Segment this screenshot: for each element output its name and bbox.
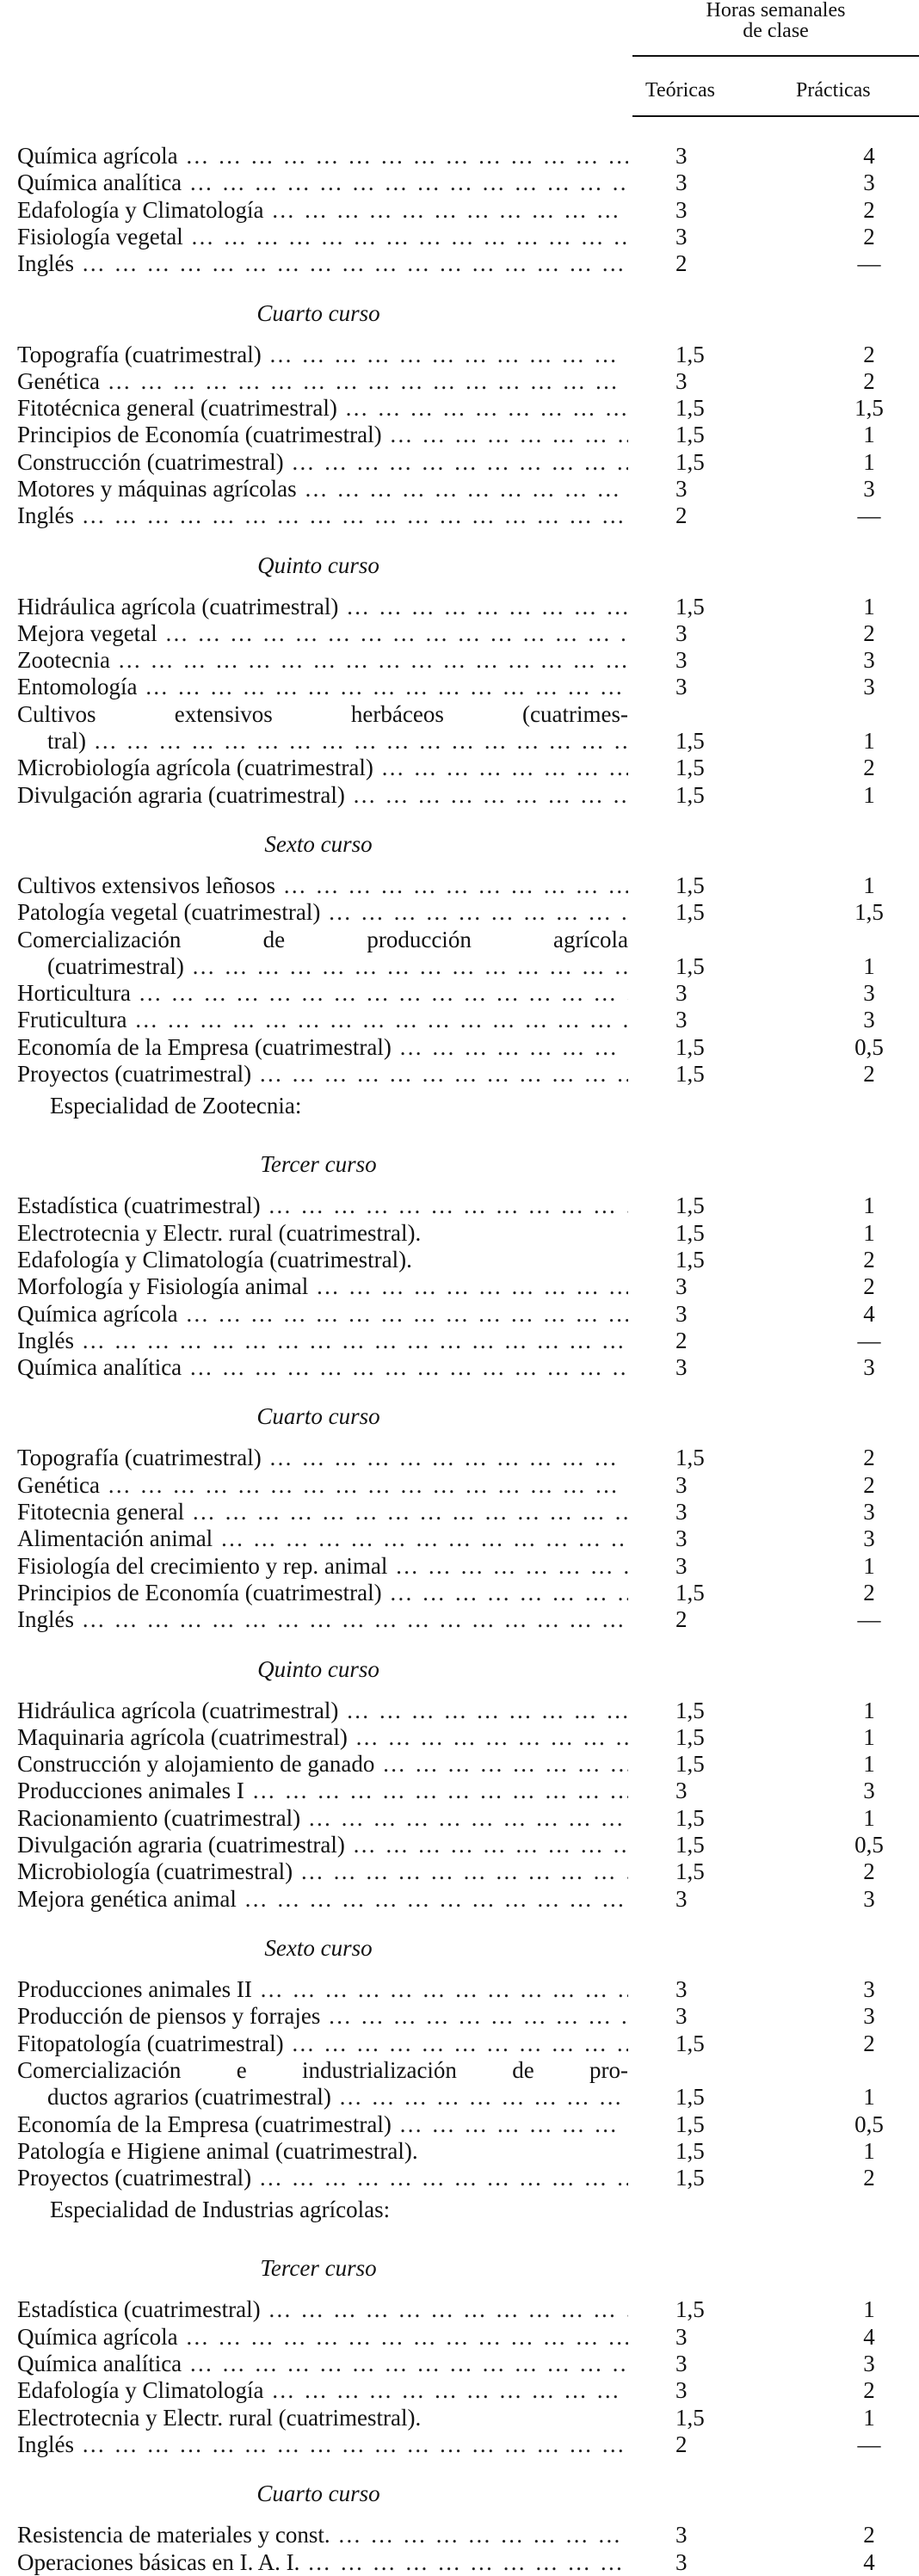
specialty-heading: [0, 1092, 919, 1119]
practice-hours: 2: [863, 2522, 875, 2548]
subject-row: [0, 2548, 919, 2576]
subject-name: Motores y máquinas agrícolas … … … … … … … … … … … … … … … … … … … … … … … … … … … … … … … … …: [17, 475, 628, 502]
practice-hours: 3: [863, 1525, 875, 1551]
theory-hours: 1,5: [675, 1832, 705, 1858]
practice-hours: 1: [863, 1553, 875, 1579]
subject-name: Economía de la Empresa (cuatrimestral) … … … … … … … … … … … … … … … … … … … … … … … … … … … … … … … … …: [17, 2111, 628, 2138]
subject-row: [0, 727, 919, 755]
theory-hours: 1,5: [675, 728, 705, 754]
theory-hours: 3: [675, 1007, 688, 1032]
subject-row: [0, 952, 919, 980]
hours-group-header: [632, 0, 919, 41]
subject-name: Estadística (cuatrimestral) … … … … … … … … … … … … … … … … … … … … … … … … … … … … … … … … …: [17, 1192, 628, 1219]
theory-hours: 3: [675, 368, 688, 394]
subject-row: [0, 2323, 919, 2351]
theory-hours: 1,5: [675, 2138, 705, 2164]
subject-row: [0, 593, 919, 620]
subject-row: [0, 1831, 919, 1858]
theory-hours: 1,5: [675, 2111, 705, 2137]
subject-name: Horticultura … … … … … … … … … … … … … … … … … … … … … … … … … … … … … … … … …: [17, 979, 628, 1007]
theory-hours: 3: [675, 2324, 688, 2350]
subject-row: [0, 1777, 919, 1804]
practice-hours: 0,5: [854, 2111, 884, 2137]
practice-hours: 1: [863, 1724, 875, 1750]
theory-hours: 1,5: [675, 872, 705, 898]
subject-row: [0, 1219, 919, 1247]
specialty-heading: [0, 2196, 919, 2223]
practice-hours: 4: [863, 1301, 875, 1327]
practice-hours: 2: [863, 342, 875, 367]
theory-hours: 1,5: [675, 1698, 705, 1723]
column-header-practicas: Prácticas: [796, 79, 871, 102]
practice-hours: 3: [863, 1007, 875, 1032]
theory-hours: 3: [675, 2003, 688, 2029]
specialty-heading-text: Especialidad de Industrias agrícolas:: [50, 2197, 391, 2222]
subject-row: [0, 1273, 919, 1300]
practice-hours: 2: [863, 224, 875, 250]
theory-hours: 1,5: [675, 782, 705, 808]
practice-hours: 2: [863, 197, 875, 223]
subject-name: Microbiología (cuatrimestral) … … … … … … … … … … … … … … … … … … … … … … … … … … … … … … … … …: [17, 1858, 628, 1885]
theory-hours: 3: [675, 2549, 688, 2575]
theory-hours: 3: [675, 620, 688, 646]
subject-name: Entomología … … … … … … … … … … … … … … … … … … … … … … … … … … … … … … … … …: [17, 673, 628, 700]
subject-name: Mejora genética animal … … … … … … … … … … … … … … … … … … … … … … … … … … … … … … … … …: [17, 1885, 628, 1913]
subject-name: Divulgación agraria (cuatrimestral) … … … … … … … … … … … … … … … … … … … … … … … … … … … … … … … … …: [17, 781, 628, 809]
subject-row: [0, 1006, 919, 1033]
subject-name: Hidráulica agrícola (cuatrimestral) … … … … … … … … … … … … … … … … … … … … … … … … … … … … … … … … …: [17, 593, 628, 620]
subject-name: Química analítica … … … … … … … … … … … … … … … … … … … … … … … … … … … … … … … … …: [17, 1353, 628, 1381]
subject-row: [0, 2404, 919, 2431]
subject-name: Estadística (cuatrimestral) … … … … … … … … … … … … … … … … … … … … … … … … … … … … … … … … …: [17, 2296, 628, 2323]
header-rule-bottom: [632, 115, 919, 117]
subject-name: Química analítica … … … … … … … … … … … … … … … … … … … … … … … … … … … … … … … … …: [17, 2350, 628, 2377]
subject-name: Química analítica … … … … … … … … … … … … … … … … … … … … … … … … … … … … … … … … …: [17, 169, 628, 196]
subject-name: Inglés … … … … … … … … … … … … … … … … … … … … … … … … … … … … … … … … …: [17, 2431, 628, 2458]
course-heading: [0, 552, 919, 579]
subject-name: Química agrícola … … … … … … … … … … … … … … … … … … … … … … … … … … … … … … … … …: [17, 2323, 628, 2351]
practice-hours: 1: [863, 1220, 875, 1246]
theory-hours: 3: [675, 143, 688, 169]
practice-hours: 1: [863, 2138, 875, 2164]
subject-row: [0, 502, 919, 529]
theory-hours: 2: [675, 1328, 688, 1353]
practice-hours: 3: [863, 647, 875, 673]
practice-hours: 1: [863, 1751, 875, 1777]
practice-hours: 2: [863, 1247, 875, 1273]
subject-name: Fitotécnica general (cuatrimestral) … … … … … … … … … … … … … … … … … … … … … … … … … … … … … … … … …: [17, 394, 628, 422]
subject-name: Fisiología vegetal … … … … … … … … … … … … … … … … … … … … … … … … … … … … … … … … …: [17, 223, 628, 250]
course-heading: [0, 1934, 919, 1962]
subject-row: [0, 1723, 919, 1751]
subject-row: [0, 250, 919, 277]
subject-name: Topografía (cuatrimestral) … … … … … … … … … … … … … … … … … … … … … … … … … … … … … … … … …: [17, 1444, 628, 1471]
subject-row: [0, 2083, 919, 2111]
theory-hours: 3: [675, 1553, 688, 1579]
theory-hours: 3: [675, 1778, 688, 1803]
theory-hours: 3: [675, 2377, 688, 2403]
subject-row: [0, 2521, 919, 2548]
course-heading-text: Tercer curso: [260, 2255, 377, 2281]
theory-hours: 3: [675, 1354, 688, 1380]
theory-hours: 3: [675, 647, 688, 673]
practice-hours: 2: [863, 1858, 875, 1884]
subject-row: [0, 341, 919, 368]
theory-hours: 3: [675, 197, 688, 223]
practice-hours: —: [857, 1606, 881, 1632]
practice-hours: 2: [863, 2377, 875, 2403]
practice-hours: 4: [863, 2324, 875, 2350]
subject-name: Cultivos extensivos herbáceos (cuatrimes-: [17, 701, 628, 727]
theory-hours: 1,5: [675, 2084, 705, 2110]
practice-hours: 1: [863, 1192, 875, 1218]
theory-hours: 1,5: [675, 899, 705, 925]
theory-hours: 1,5: [675, 422, 705, 447]
subject-row: [0, 673, 919, 700]
practice-hours: 2: [863, 2165, 875, 2191]
subject-line-continued: [0, 700, 919, 728]
subject-name: Resistencia de materiales y const. … … … … … … … … … … … … … … … … … … … … … … … … … … … … … … … … …: [17, 2521, 628, 2548]
practice-hours: 2: [863, 368, 875, 394]
practice-hours: 2: [863, 620, 875, 646]
theory-hours: 3: [675, 1525, 688, 1551]
practice-hours: 3: [863, 169, 875, 195]
theory-hours: 3: [675, 1886, 688, 1912]
subject-name: Producción de piensos y forrajes … … … … … … … … … … … … … … … … … … … … … … … … … … … … … … … … …: [17, 2002, 628, 2030]
theory-hours: 3: [675, 2522, 688, 2548]
practice-hours: 1: [863, 728, 875, 754]
theory-hours: 3: [675, 1472, 688, 1498]
subject-name: Morfología y Fisiología animal … … … … … … … … … … … … … … … … … … … … … … … … … … … … … … … … …: [17, 1273, 628, 1300]
subject-row: [0, 1060, 919, 1088]
subject-row: [0, 2111, 919, 2138]
theory-hours: 3: [675, 1273, 688, 1299]
theory-hours: 1,5: [675, 1858, 705, 1884]
subject-name: Construcción (cuatrimestral) … … … … … … … … … … … … … … … … … … … … … … … … … … … … … … … … …: [17, 448, 628, 476]
subject-row: [0, 421, 919, 448]
theory-hours: 3: [675, 1976, 688, 2002]
course-heading-text: Quinto curso: [257, 552, 379, 578]
course-heading-text: Cuarto curso: [256, 1403, 380, 1429]
theory-hours: 3: [675, 1301, 688, 1327]
subject-row: [0, 1327, 919, 1354]
subject-row: [0, 646, 919, 674]
practice-hours: 3: [863, 2351, 875, 2376]
subject-row: [0, 898, 919, 926]
course-heading: [0, 2480, 919, 2507]
subject-row: [0, 2002, 919, 2030]
practice-hours: 3: [863, 1778, 875, 1803]
subject-name: Maquinaria agrícola (cuatrimestral) … … … … … … … … … … … … … … … … … … … … … … … … … … … … … … … … …: [17, 1723, 628, 1751]
subject-row: [0, 1858, 919, 1885]
practice-hours: 0,5: [854, 1034, 884, 1060]
theory-hours: 2: [675, 2431, 688, 2457]
theory-hours: 3: [675, 1499, 688, 1525]
practice-hours: 3: [863, 980, 875, 1006]
subject-name: Producciones animales I … … … … … … … … … … … … … … … … … … … … … … … … … … … … … … … … …: [17, 1777, 628, 1804]
subject-row: [0, 781, 919, 809]
practice-hours: 4: [863, 2549, 875, 2575]
subject-row: [0, 1750, 919, 1778]
practice-hours: 2: [863, 755, 875, 780]
practice-hours: 3: [863, 1354, 875, 1380]
practice-hours: 2: [863, 1580, 875, 1605]
practice-hours: 1,5: [854, 395, 884, 421]
course-heading-text: Sexto curso: [264, 1935, 373, 1961]
subject-name: Edafología y Climatología … … … … … … … … … … … … … … … … … … … … … … … … … … … … … … … … …: [17, 2376, 628, 2404]
column-header-teoricas: Teóricas: [645, 79, 715, 102]
theory-hours: 3: [675, 2351, 688, 2376]
theory-hours: 1,5: [675, 395, 705, 421]
subject-name: Comercialización de producción agrícola: [17, 927, 628, 952]
practice-hours: 0,5: [854, 1832, 884, 1858]
subject-row: [0, 2030, 919, 2057]
subject-name: Principios de Economía (cuatrimestral) … … … … … … … … … … … … … … … … … … … … … … … … … … … … … … … … …: [17, 1579, 628, 1606]
practice-hours: 2: [863, 1273, 875, 1299]
course-heading-text: Tercer curso: [260, 1151, 377, 1177]
subject-name: Producciones animales II … … … … … … … … … … … … … … … … … … … … … … … … … … … … … … … … …: [17, 1975, 628, 2003]
subject-name: Electrotecnia y Electr. rural (cuatrimestral).: [17, 1220, 422, 1246]
practice-hours: —: [857, 1328, 881, 1353]
hours-group-label-line1: Horas semanales: [706, 0, 846, 22]
practice-hours: 3: [863, 476, 875, 502]
subject-name: Alimentación animal … … … … … … … … … … … … … … … … … … … … … … … … … … … … … … … … …: [17, 1525, 628, 1552]
practice-hours: 1: [863, 594, 875, 619]
subject-row: [0, 1804, 919, 1832]
practice-hours: 3: [863, 1499, 875, 1525]
practice-hours: 2: [863, 1445, 875, 1470]
course-heading: [0, 2254, 919, 2282]
subject-row: [0, 2431, 919, 2458]
subject-row: [0, 1192, 919, 1219]
subject-name: Divulgación agraria (cuatrimestral) … … … … … … … … … … … … … … … … … … … … … … … … … … … … … … … … …: [17, 1831, 628, 1858]
theory-hours: 3: [675, 476, 688, 502]
practice-hours: 1: [863, 449, 875, 475]
theory-hours: 2: [675, 502, 688, 528]
subject-row: [0, 169, 919, 196]
course-heading-text: Cuarto curso: [256, 300, 380, 326]
subject-name: Operaciones básicas en I. A. I. … … … … … … … … … … … … … … … … … … … … … … … … … … … … … … … … …: [17, 2548, 628, 2576]
subject-row: [0, 1579, 919, 1606]
subject-name: Topografía (cuatrimestral) … … … … … … … … … … … … … … … … … … … … … … … … … … … … … … … … …: [17, 341, 628, 368]
theory-hours: 1,5: [675, 1247, 705, 1273]
subject-row: [0, 223, 919, 250]
subject-name: Química agrícola … … … … … … … … … … … … … … … … … … … … … … … … … … … … … … … … …: [17, 1300, 628, 1328]
subject-name: Construcción y alojamiento de ganado … … … … … … … … … … … … … … … … … … … … … … … … … … … … … … … … …: [17, 1750, 628, 1778]
practice-hours: 1: [863, 2296, 875, 2322]
subject-row: [0, 1033, 919, 1061]
subject-name: tral) … … … … … … … … … … … … … … … … … … … … … … … … … … … … … … … … …: [47, 727, 628, 755]
specialty-heading-text: Especialidad de Zootecnia:: [50, 1093, 302, 1119]
subject-name: (cuatrimestral) … … … … … … … … … … … … … … … … … … … … … … … … … … … … … … … … …: [47, 952, 628, 980]
theory-hours: 1,5: [675, 1445, 705, 1470]
subject-row: [0, 1552, 919, 1580]
practice-hours: —: [857, 2431, 881, 2457]
header-rule: [632, 55, 919, 57]
subject-row: [0, 142, 919, 169]
subject-name: Racionamiento (cuatrimestral) … … … … … … … … … … … … … … … … … … … … … … … … … … … … … … … … …: [17, 1804, 628, 1832]
practice-hours: 2: [863, 1472, 875, 1498]
theory-hours: 1,5: [675, 2165, 705, 2191]
subject-row: [0, 1444, 919, 1471]
theory-hours: 1,5: [675, 2296, 705, 2322]
subject-name: Inglés … … … … … … … … … … … … … … … … … … … … … … … … … … … … … … … … …: [17, 1327, 628, 1354]
theory-hours: 1,5: [675, 1192, 705, 1218]
subject-name: Patología vegetal (cuatrimestral) … … … … … … … … … … … … … … … … … … … … … … … … … … … … … … … … …: [17, 898, 628, 926]
theory-hours: 1,5: [675, 1034, 705, 1060]
practice-hours: 1: [863, 1698, 875, 1723]
subject-row: [0, 619, 919, 647]
subject-row: [0, 1697, 919, 1724]
theory-hours: 1,5: [675, 1805, 705, 1831]
subject-name: Proyectos (cuatrimestral) … … … … … … … … … … … … … … … … … … … … … … … … … … … … … … … … …: [17, 2164, 628, 2191]
practice-hours: 1: [863, 1805, 875, 1831]
subject-row: [0, 1605, 919, 1633]
course-heading-text: Sexto curso: [264, 831, 373, 857]
theory-hours: 3: [675, 224, 688, 250]
subject-row: [0, 1525, 919, 1552]
subject-name: Microbiología agrícola (cuatrimestral) … … … … … … … … … … … … … … … … … … … … … … … … … … … … … … … … …: [17, 754, 628, 781]
subject-name: Hidráulica agrícola (cuatrimestral) … … … … … … … … … … … … … … … … … … … … … … … … … … … … … … … … …: [17, 1697, 628, 1724]
subject-row: [0, 1353, 919, 1381]
practice-hours: 2: [863, 2031, 875, 2056]
theory-hours: 1,5: [675, 1724, 705, 1750]
subject-row: [0, 1300, 919, 1328]
practice-hours: —: [857, 250, 881, 276]
theory-hours: 1,5: [675, 2031, 705, 2056]
theory-hours: 1,5: [675, 594, 705, 619]
theory-hours: 1,5: [675, 1061, 705, 1087]
subject-name: Proyectos (cuatrimestral) … … … … … … … … … … … … … … … … … … … … … … … … … … … … … … … … …: [17, 1060, 628, 1088]
theory-hours: 3: [675, 980, 688, 1006]
subject-row: [0, 2296, 919, 2323]
subject-name: Electrotecnia y Electr. rural (cuatrimestral).: [17, 2405, 422, 2431]
subject-name: Patología e Higiene animal (cuatrimestral).: [17, 2138, 418, 2164]
subject-row: [0, 2350, 919, 2377]
practice-hours: 3: [863, 674, 875, 699]
course-heading: [0, 299, 919, 327]
subject-name: Principios de Economía (cuatrimestral) … … … … … … … … … … … … … … … … … … … … … … … … … … … … … … … … …: [17, 421, 628, 448]
theory-hours: 1,5: [675, 449, 705, 475]
course-heading: [0, 1655, 919, 1683]
theory-hours: 2: [675, 1606, 688, 1632]
practice-hours: 1: [863, 2084, 875, 2110]
subject-row: [0, 872, 919, 899]
subject-name: Inglés … … … … … … … … … … … … … … … … … … … … … … … … … … … … … … … … …: [17, 502, 628, 529]
subject-name: Química agrícola … … … … … … … … … … … … … … … … … … … … … … … … … … … … … … … … …: [17, 142, 628, 169]
course-heading: [0, 1402, 919, 1430]
practice-hours: 3: [863, 1886, 875, 1912]
subject-row: [0, 2137, 919, 2165]
hours-group-label-line2: de clase: [743, 20, 809, 42]
subject-row: [0, 1885, 919, 1913]
practice-hours: 1: [863, 782, 875, 808]
subject-name: Fitotecnia general … … … … … … … … … … … … … … … … … … … … … … … … … … … … … … … … …: [17, 1498, 628, 1525]
subject-row: [0, 1975, 919, 2003]
practice-hours: 2: [863, 1061, 875, 1087]
subject-row: [0, 1471, 919, 1499]
theory-hours: 2: [675, 250, 688, 276]
course-heading-text: Cuarto curso: [256, 2480, 380, 2506]
course-heading: [0, 830, 919, 858]
subject-name: Genética … … … … … … … … … … … … … … … … … … … … … … … … … … … … … … … … …: [17, 367, 628, 395]
practice-hours: 3: [863, 1976, 875, 2002]
subject-name: Inglés … … … … … … … … … … … … … … … … … … … … … … … … … … … … … … … … …: [17, 250, 628, 277]
subject-row: [0, 394, 919, 422]
subject-row: [0, 1246, 919, 1273]
subject-name: Mejora vegetal … … … … … … … … … … … … … … … … … … … … … … … … … … … … … … … … …: [17, 619, 628, 647]
practice-hours: 1,5: [854, 899, 884, 925]
subject-row: [0, 754, 919, 781]
theory-hours: 3: [675, 169, 688, 195]
subject-row: [0, 475, 919, 502]
subject-name: Genética … … … … … … … … … … … … … … … … … … … … … … … … … … … … … … … … …: [17, 1471, 628, 1499]
subject-row: [0, 1498, 919, 1525]
subject-row: [0, 2164, 919, 2191]
practice-hours: —: [857, 502, 881, 528]
subject-line-continued: [0, 2056, 919, 2084]
theory-hours: 1,5: [675, 342, 705, 367]
subject-row: [0, 448, 919, 476]
subject-name: Cultivos extensivos leñosos … … … … … … … … … … … … … … … … … … … … … … … … … … … … … … … … …: [17, 872, 628, 899]
subject-row: [0, 2376, 919, 2404]
subject-line-continued: [0, 926, 919, 953]
theory-hours: 1,5: [675, 953, 705, 979]
practice-hours: 1: [863, 422, 875, 447]
practice-hours: 1: [863, 953, 875, 979]
subject-name: Comercialización e industrialización de pro-: [17, 2057, 628, 2083]
course-heading: [0, 1150, 919, 1178]
subject-row: [0, 196, 919, 224]
subject-name: Economía de la Empresa (cuatrimestral) … … … … … … … … … … … … … … … … … … … … … … … … … … … … … … … … …: [17, 1033, 628, 1061]
course-heading-text: Quinto curso: [257, 1656, 379, 1682]
subject-name: Fitopatología (cuatrimestral) … … … … … … … … … … … … … … … … … … … … … … … … … … … … … … … … …: [17, 2030, 628, 2057]
subject-name: Zootecnia … … … … … … … … … … … … … … … … … … … … … … … … … … … … … … … … …: [17, 646, 628, 674]
subject-row: [0, 367, 919, 395]
subject-name: Fruticultura … … … … … … … … … … … … … … … … … … … … … … … … … … … … … … … … …: [17, 1006, 628, 1033]
subject-name: ductos agrarios (cuatrimestral) … … … … … … … … … … … … … … … … … … … … … … … … … … … … … … … … …: [47, 2083, 628, 2111]
theory-hours: 1,5: [675, 2405, 705, 2431]
practice-hours: 3: [863, 2003, 875, 2029]
subject-name: Fisiología del crecimiento y rep. animal … … … … … … … … … … … … … … … … … … … … … … … … … … … … … … … … …: [17, 1552, 628, 1580]
theory-hours: 1,5: [675, 1751, 705, 1777]
practice-hours: 1: [863, 2405, 875, 2431]
theory-hours: 3: [675, 674, 688, 699]
subject-name: Edafología y Climatología … … … … … … … … … … … … … … … … … … … … … … … … … … … … … … … … …: [17, 196, 628, 224]
theory-hours: 1,5: [675, 1220, 705, 1246]
subject-name: Inglés … … … … … … … … … … … … … … … … … … … … … … … … … … … … … … … … …: [17, 1605, 628, 1633]
theory-hours: 1,5: [675, 755, 705, 780]
theory-hours: 1,5: [675, 1580, 705, 1605]
practice-hours: 4: [863, 143, 875, 169]
subject-row: [0, 979, 919, 1007]
subject-name: Edafología y Climatología (cuatrimestral).: [17, 1247, 412, 1273]
practice-hours: 1: [863, 872, 875, 898]
